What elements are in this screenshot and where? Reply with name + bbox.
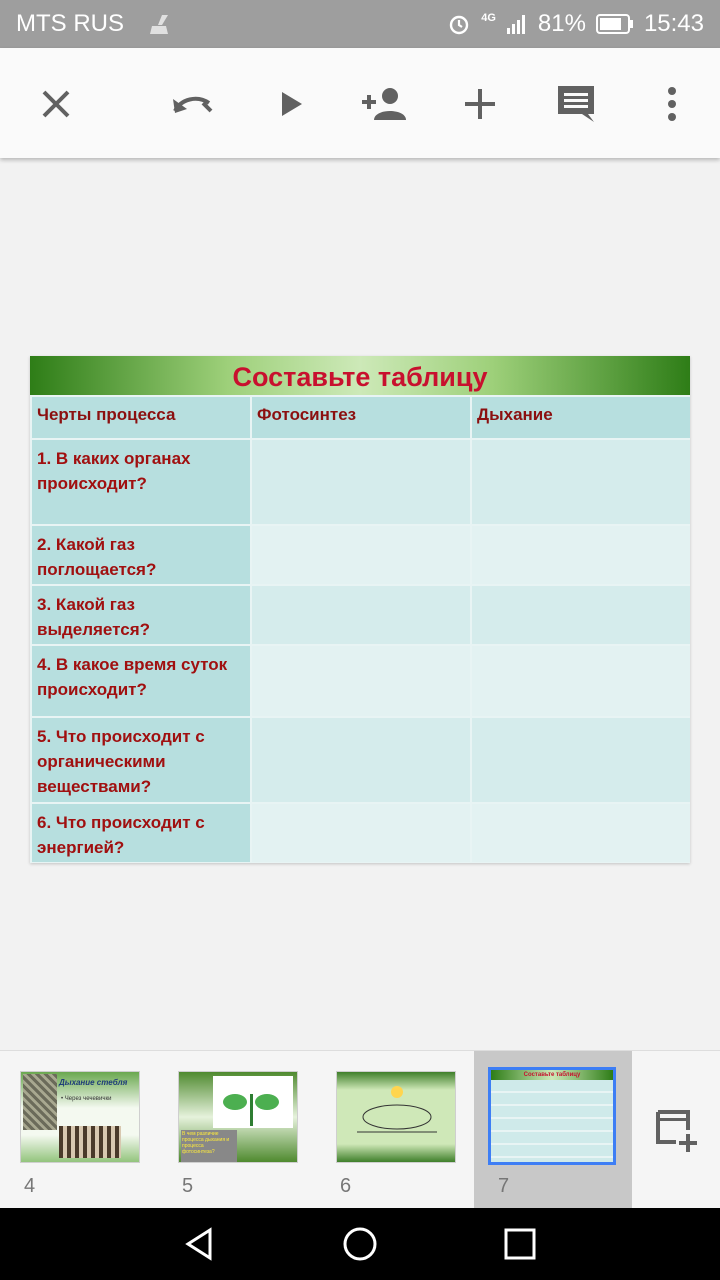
table-cell <box>471 717 690 803</box>
slide-thumbnail-strip <box>0 1050 720 1209</box>
close-icon[interactable] <box>32 80 80 128</box>
recents-icon[interactable] <box>500 1224 540 1264</box>
thumbnail-label: В чем различие процесса дыхания и процесса фотосинтеза? <box>181 1130 237 1162</box>
slide-number: 7 <box>498 1175 510 1197</box>
row-question: 6. Что происходит с энергией? <box>31 803 251 863</box>
row-question: 1. В каких органах происходит? <box>31 439 251 525</box>
row-question: 3. Какой газ выделяется? <box>31 585 251 645</box>
clock: 15:43 <box>643 10 704 37</box>
row-question: 2. Какой газ поглощается? <box>31 525 251 585</box>
table-cell <box>251 585 471 645</box>
table-cell <box>471 439 690 525</box>
table-row <box>31 525 690 585</box>
alarm-icon <box>447 12 471 36</box>
editor-toolbar <box>0 48 720 158</box>
home-icon[interactable] <box>340 1224 380 1264</box>
column-header: Черты процесса <box>31 396 251 439</box>
back-icon[interactable] <box>180 1224 220 1264</box>
undo-icon[interactable] <box>168 80 216 128</box>
add-slide-icon[interactable] <box>654 1108 700 1154</box>
add-icon[interactable] <box>456 80 504 128</box>
slide-thumbnail[interactable] <box>158 1051 316 1209</box>
signal-icon <box>506 13 528 35</box>
table-cell <box>251 525 471 585</box>
comparison-table <box>30 395 690 863</box>
table-cell <box>251 803 471 863</box>
table-cell <box>251 439 471 525</box>
thumbnail-table <box>491 1080 613 1162</box>
slide-thumbnail-selected[interactable] <box>474 1051 632 1209</box>
slide-title: Составьте таблицу <box>30 356 690 395</box>
thumbnail-preview <box>20 1071 140 1163</box>
column-header: Дыхание <box>471 396 690 439</box>
status-bar <box>0 0 720 48</box>
cleaner-icon <box>148 12 172 36</box>
slide-number: 6 <box>340 1175 352 1197</box>
thumbnail-title: Дыхание стебля <box>59 1078 128 1087</box>
bark-image <box>23 1074 57 1130</box>
network-type: 4G <box>481 12 496 24</box>
table-cell <box>251 717 471 803</box>
table-row <box>31 645 690 717</box>
table-cell <box>471 585 690 645</box>
table-header-row <box>31 396 690 439</box>
table-row <box>31 717 690 803</box>
table-row <box>31 439 690 525</box>
thumbnail-preview <box>336 1071 456 1163</box>
table-cell <box>471 803 690 863</box>
thumbnail-preview <box>178 1071 298 1163</box>
battery-icon <box>596 13 634 35</box>
row-question: 4. В какое время суток происходит? <box>31 645 251 717</box>
battery-percent: 81% <box>537 10 586 37</box>
table-cell <box>471 525 690 585</box>
slide-number: 4 <box>24 1175 36 1197</box>
add-person-icon[interactable] <box>360 80 408 128</box>
play-icon[interactable] <box>266 80 314 128</box>
thumbnail-bullet: • Через чечевички <box>61 1096 112 1102</box>
slide-canvas[interactable] <box>30 356 690 863</box>
slide-thumbnail[interactable] <box>316 1051 474 1209</box>
table-row <box>31 803 690 863</box>
plant-diagram <box>213 1076 293 1128</box>
table-row <box>31 585 690 645</box>
column-header: Фотосинтез <box>251 396 471 439</box>
stem-section-image <box>59 1126 121 1158</box>
comment-icon[interactable] <box>552 80 600 128</box>
system-navigation-bar <box>0 1208 720 1280</box>
carrier-name: MTS RUS <box>16 10 124 37</box>
more-vert-icon[interactable] <box>648 80 696 128</box>
slide-thumbnail[interactable] <box>0 1051 158 1209</box>
thumbnail-preview <box>488 1067 616 1165</box>
row-question: 5. Что происходит с органическими веществами? <box>31 717 251 803</box>
slide-number: 5 <box>182 1175 194 1197</box>
table-cell <box>471 645 690 717</box>
table-cell <box>251 645 471 717</box>
cycle-diagram <box>337 1072 455 1162</box>
thumbnail-title: Составьте таблицу <box>491 1070 613 1080</box>
